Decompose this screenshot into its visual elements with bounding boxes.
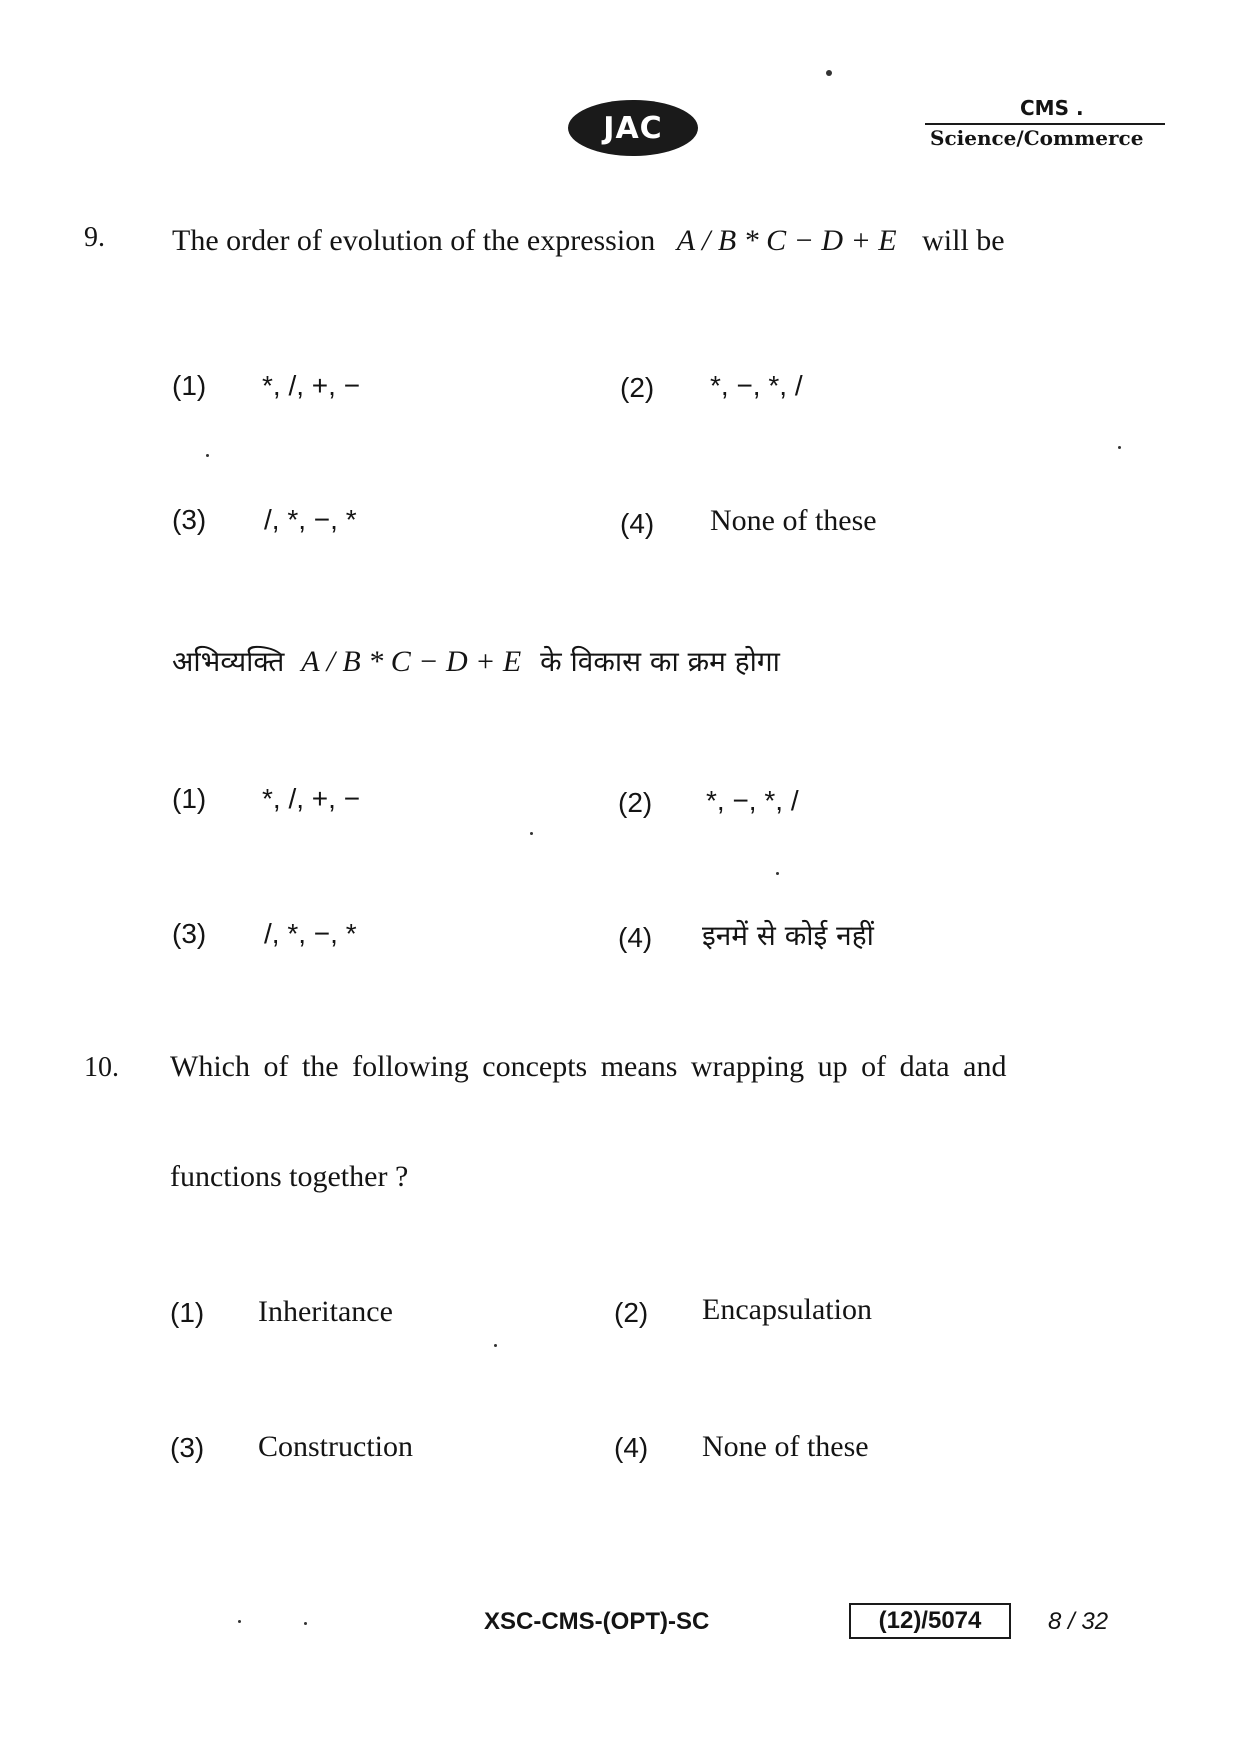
stream-label: Science/Commerce (930, 126, 1144, 150)
question-9-text-end: will be (922, 224, 1005, 257)
set-code-box (849, 1603, 1011, 1639)
q9-option-4-text: None of these (710, 504, 877, 537)
q9-hi-option-1-text: *, /, +, − (262, 783, 361, 814)
q9-option-1-number: (1) (172, 370, 207, 401)
q9-hi-option-4-number: (4) (618, 922, 653, 953)
page-number: 8 / 32 (1048, 1608, 1109, 1635)
scan-speck (776, 872, 779, 875)
question-10-text-line-1: Which of the following concepts means wrapping up of data and (170, 1050, 1007, 1083)
header-divider (925, 123, 1165, 125)
set-code: (12)/5074 (878, 1607, 982, 1634)
paper-code: XSC-CMS-(OPT)-SC (484, 1608, 710, 1635)
question-9-expression: A / B * C − D + E (676, 224, 897, 257)
subject-code: CMS . (1020, 96, 1084, 120)
q9-option-4-number: (4) (620, 508, 655, 539)
jac-logo (568, 100, 698, 156)
q10-option-4-text: None of these (702, 1430, 869, 1463)
q9-option-1-text: *, /, +, − (262, 370, 361, 401)
q10-option-3-text: Construction (258, 1430, 413, 1463)
question-9-hindi-text (172, 642, 780, 680)
q9-hi-option-3-text: /, *, −, * (264, 918, 357, 949)
q10-option-4-number: (4) (614, 1432, 649, 1463)
q10-option-2-number: (2) (614, 1297, 649, 1328)
scan-speck (826, 70, 832, 76)
question-10-text-line-2: functions together ? (170, 1160, 409, 1193)
q9-option-2-text: *, −, *, / (710, 370, 803, 401)
question-9-hindi-start: अभिव्यक्ति (172, 645, 285, 678)
scan-speck (238, 1620, 241, 1623)
question-9-text (172, 224, 1005, 258)
scan-speck (1118, 446, 1121, 449)
q9-hi-option-4-text: इनमें से कोई नहीं (702, 919, 874, 952)
scan-speck (206, 454, 209, 457)
q9-option-2-number: (2) (620, 372, 655, 403)
q9-option-3-number: (3) (172, 504, 207, 535)
q9-hi-option-2-text: *, −, *, / (706, 785, 799, 816)
scan-speck (530, 832, 533, 835)
question-9-hindi-end: के विकास का क्रम होगा (540, 645, 780, 678)
q10-option-1-text: Inheritance (258, 1295, 393, 1328)
q9-hi-option-2-number: (2) (618, 787, 653, 818)
q9-hi-option-1-number: (1) (172, 783, 207, 814)
q10-option-2-text: Encapsulation (702, 1293, 872, 1326)
question-10-number: 10. (84, 1052, 119, 1083)
q10-option-3-number: (3) (170, 1432, 205, 1463)
q9-option-3-text: /, *, −, * (264, 504, 357, 535)
question-9-number: 9. (84, 222, 105, 253)
q10-option-1-number: (1) (170, 1297, 205, 1328)
q9-hi-option-3-number: (3) (172, 918, 207, 949)
scan-speck (494, 1344, 497, 1347)
question-9-hindi-expression: A / B * C − D + E (301, 645, 522, 678)
question-9-text-start: The order of evolution of the expression (172, 224, 656, 257)
logo-text: JAC (603, 110, 663, 146)
scan-speck (304, 1622, 307, 1625)
